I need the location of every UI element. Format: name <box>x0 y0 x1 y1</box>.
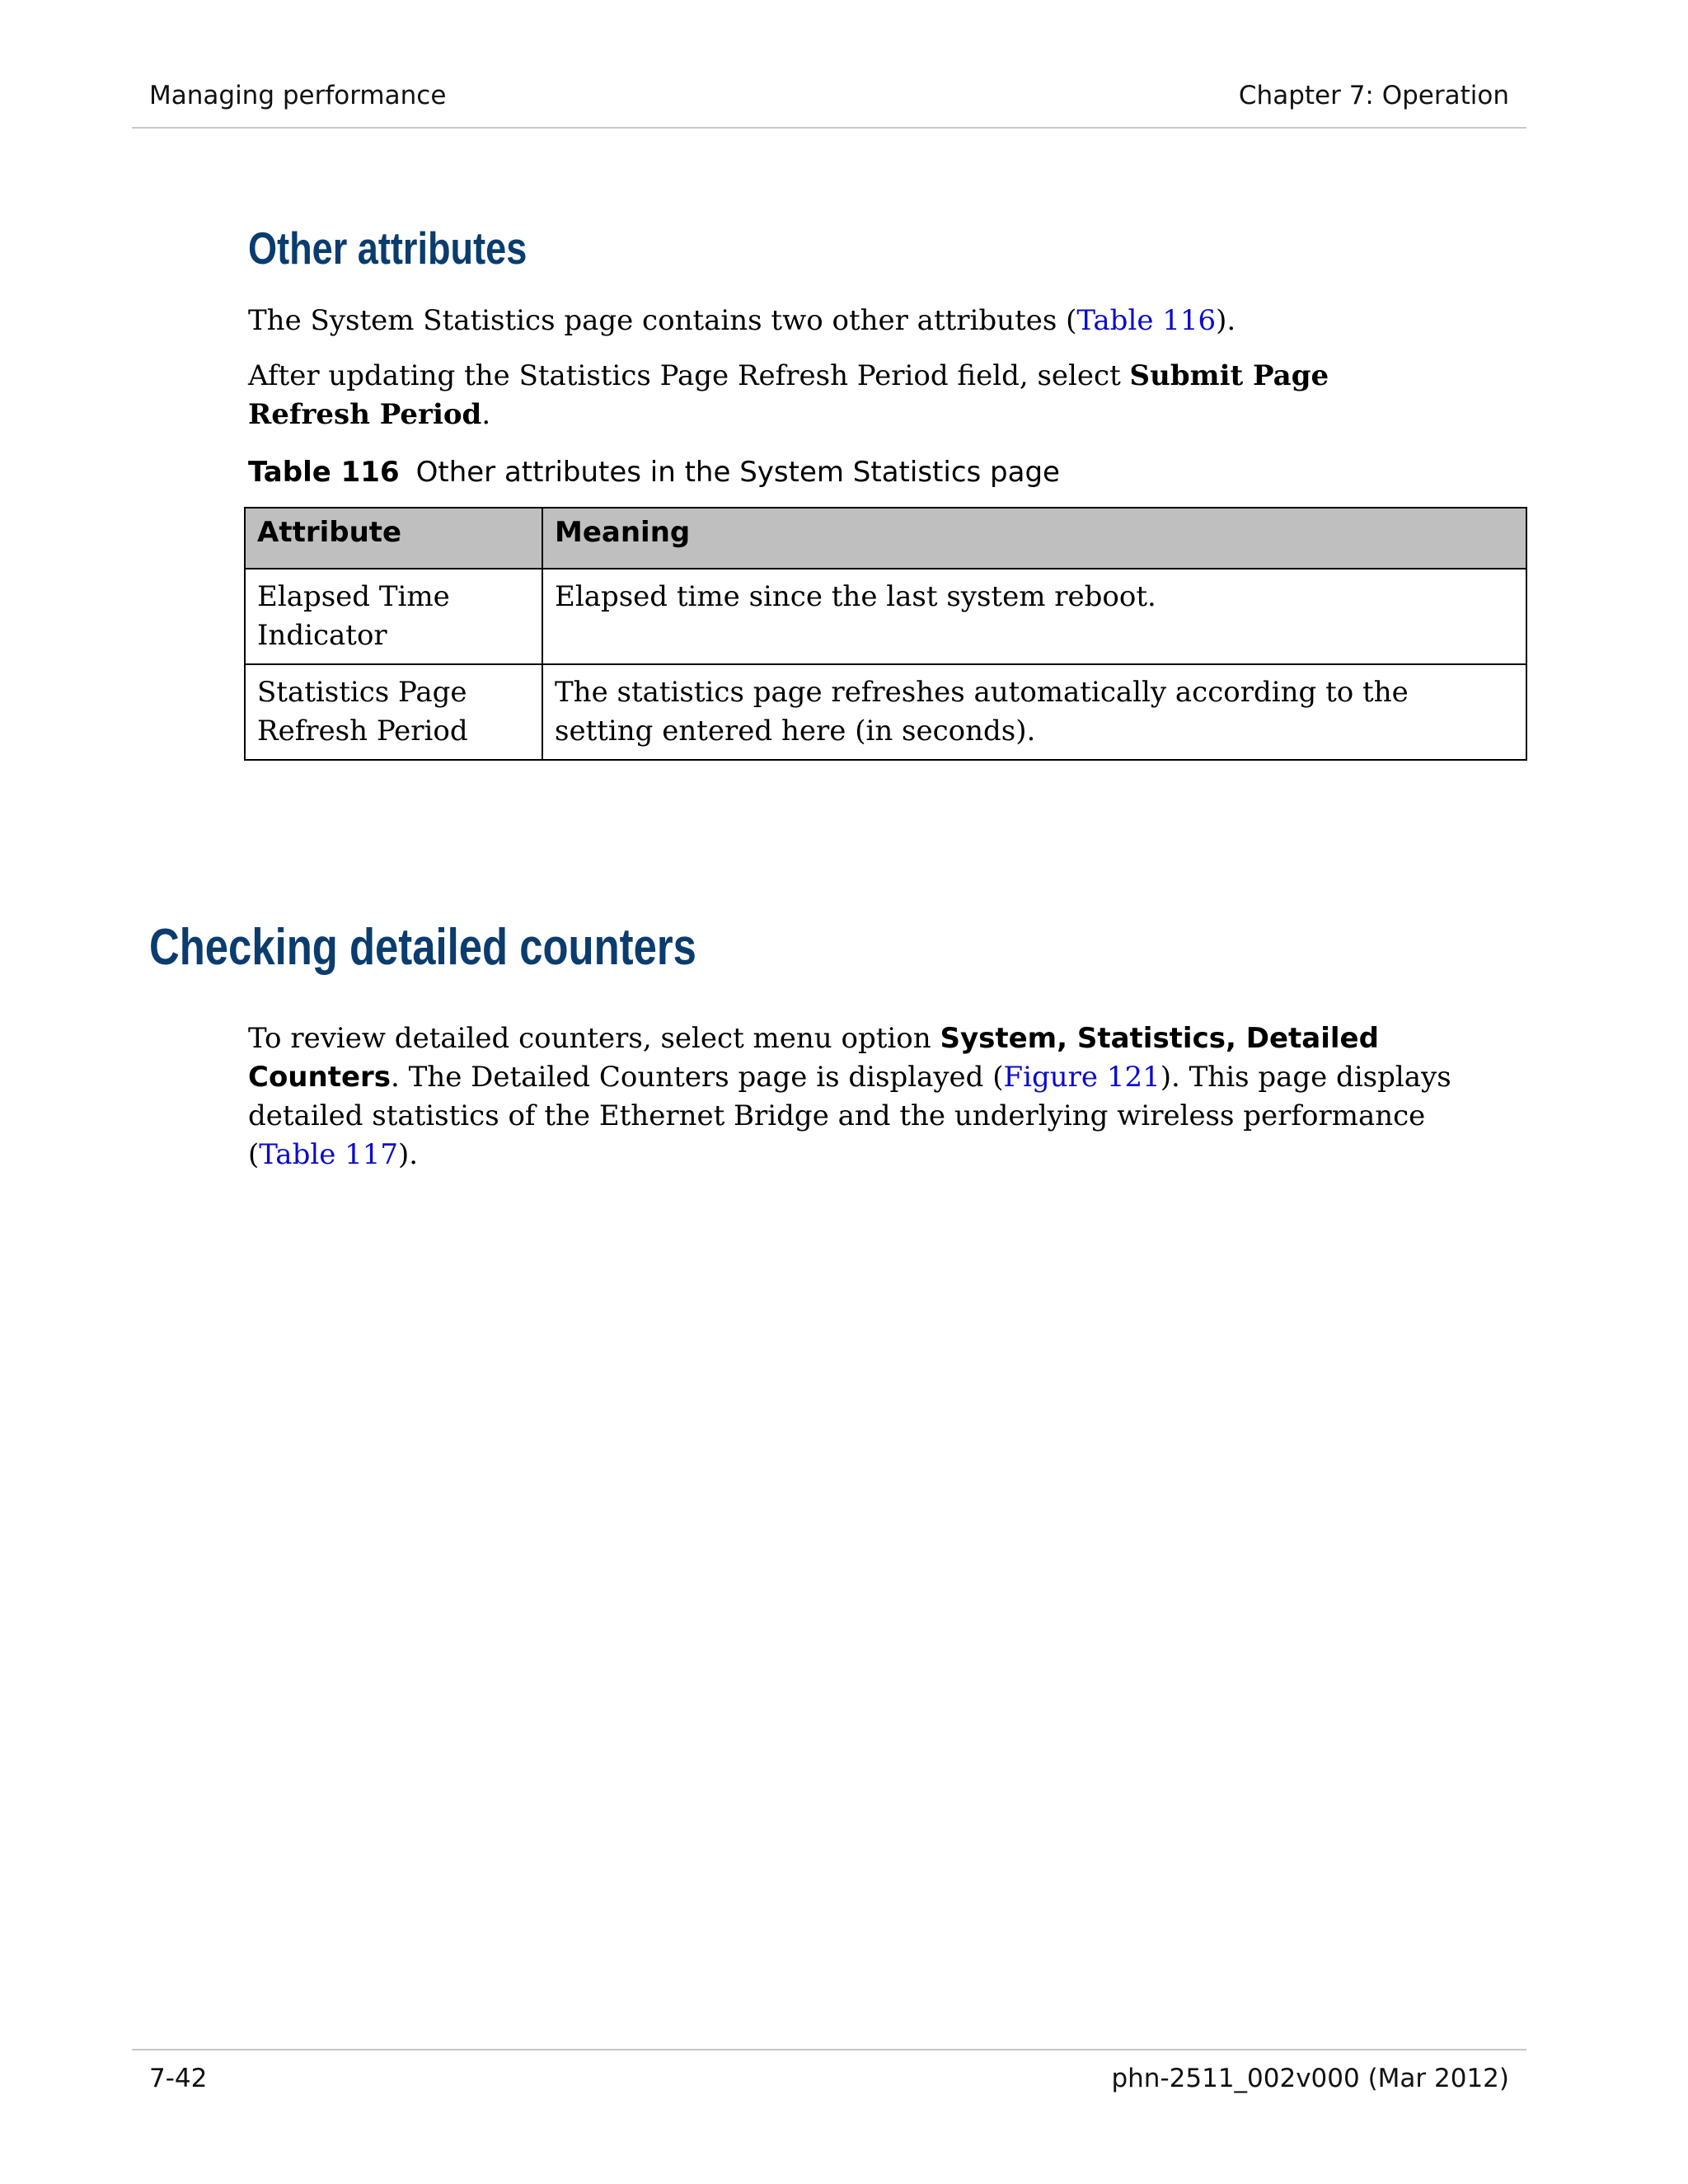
header-chapter: Chapter 7: Operation <box>1238 81 1509 110</box>
meaning-cell: The statistics page refreshes automatically according to the setting entered here (in seconds). <box>542 664 1526 760</box>
column-header-meaning: Meaning <box>542 508 1526 569</box>
detailed-counters-heading: Checking detailed counters <box>149 919 696 976</box>
table-title: Other attributes in the System Statistics page <box>415 456 1060 489</box>
table-caption <box>248 456 1060 489</box>
submit-instruction: After updating the Statistics Page Refresh Period field, select Submit Page Refresh Period. <box>248 359 1329 431</box>
submit-page-refresh-period: Submit Page Refresh Period <box>248 359 1329 431</box>
attributes-table <box>244 507 1527 761</box>
attribute-cell: Statistics Page Refresh Period <box>245 664 542 760</box>
table-header-row <box>245 508 1526 569</box>
document-id: phn-2511_002v000 (Mar 2012) <box>1111 2064 1509 2093</box>
attribute-cell: Elapsed Time Indicator <box>245 569 542 664</box>
other-attributes-intro: The System Statistics page contains two other attributes (Table 116). <box>248 304 1236 337</box>
table-117-link[interactable]: Table 117 <box>259 1138 399 1171</box>
other-attributes-heading: Other attributes <box>248 223 528 274</box>
column-header-attribute: Attribute <box>245 508 542 569</box>
meaning-cell: Elapsed time since the last system reboot. <box>542 569 1526 664</box>
table-row <box>245 664 1526 760</box>
page-header <box>132 81 1526 129</box>
page-footer <box>132 2049 1526 2100</box>
figure-121-link[interactable]: Figure 121 <box>1003 1061 1160 1094</box>
menu-path: System, Statistics, Detailed Counters <box>248 1022 1379 1094</box>
table-row <box>245 569 1526 664</box>
detailed-counters-paragraph: To review detailed counters, select menu option System, Statistics, Detailed Counters. The Detailed Counters page is displayed (Figure 121). This page displays detailed statistics of the Ethernet Bridge and the underlying wireless performance (Table 117). <box>248 1022 1451 1171</box>
header-section: Managing performance <box>149 81 447 110</box>
table-116-link[interactable]: Table 116 <box>1076 304 1217 337</box>
page-number: 7-42 <box>149 2064 208 2093</box>
table-number: Table 116 <box>248 456 400 489</box>
